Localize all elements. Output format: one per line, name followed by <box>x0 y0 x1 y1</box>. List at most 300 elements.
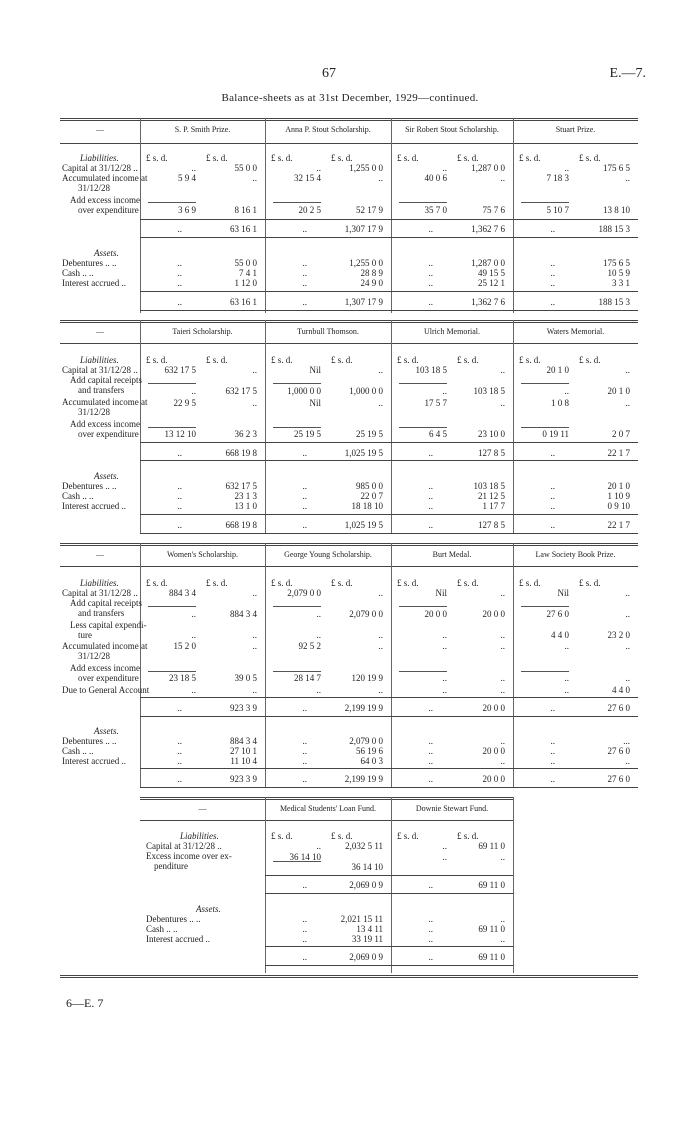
subtotal-underline <box>399 427 447 428</box>
amount-cell: 4 4 0 <box>551 630 569 640</box>
amount-cell: 7 18 3 <box>546 173 569 183</box>
amount-cell: 35 7 0 <box>424 205 447 215</box>
dots-cell: .. <box>302 880 307 890</box>
label-add-capital: Add capital receipts <box>70 598 142 608</box>
amount-cell: 13 8 10 <box>603 205 630 215</box>
amount-cell: .. <box>625 641 630 651</box>
label-add-capital: Add capital receipts <box>70 375 142 385</box>
amount-cell: .. <box>500 852 505 862</box>
amount-cell: 20 1 0 <box>607 481 630 491</box>
amount-cell: 632 17 5 <box>225 386 257 396</box>
amount-cell: 17 5 7 <box>424 398 447 408</box>
dots-cell: .. <box>177 258 182 268</box>
amount-cell: 1,255 0 0 <box>349 258 383 268</box>
assets-heading: Assets. <box>196 904 221 914</box>
label-date: 31/12/28 <box>78 407 111 417</box>
amount-cell: .. <box>625 588 630 598</box>
table-rule <box>140 237 638 238</box>
dots-cell: .. <box>302 278 307 288</box>
amount-cell: .. <box>378 588 383 598</box>
column-divider <box>513 118 514 313</box>
dots-cell: .. <box>177 703 182 713</box>
subtotal-underline <box>521 671 569 672</box>
label-interest: Interest accrued .. <box>62 756 126 766</box>
subtotal-underline <box>148 606 196 607</box>
money-header: £ s. d. <box>579 153 601 163</box>
dots-cell: .. <box>428 258 433 268</box>
table-rule <box>60 320 638 323</box>
amount-cell: 3 6 9 <box>178 205 196 215</box>
amount-cell: .. <box>500 365 505 375</box>
amount-cell: 20 0 0 <box>482 746 505 756</box>
amount-cell: .. <box>442 163 447 173</box>
table-rule <box>60 343 638 344</box>
money-header: £ s. d. <box>146 355 168 365</box>
amount-cell: .. <box>500 630 505 640</box>
table-rule <box>265 946 513 947</box>
amount-cell: 632 17 5 <box>225 481 257 491</box>
amount-cell: .. <box>378 630 383 640</box>
amount-cell: 2,079 0 0 <box>287 588 321 598</box>
dots-cell: .. <box>302 481 307 491</box>
amount-cell: 32 15 4 <box>294 173 321 183</box>
amount-cell: .. <box>500 588 505 598</box>
label-debentures: Debentures .. .. <box>62 258 117 268</box>
money-header: £ s. d. <box>519 153 541 163</box>
amount-cell: 1 0 8 <box>551 398 569 408</box>
column-divider <box>513 797 514 973</box>
column-header: Ulrich Memorial. <box>424 327 480 336</box>
dots-cell: .. <box>428 297 433 307</box>
amount-cell: .. <box>500 398 505 408</box>
label-date: 31/12/28 <box>78 651 111 661</box>
amount-cell: 20 2 5 <box>298 205 321 215</box>
table-rule <box>140 533 638 534</box>
label-date: 31/12/28 <box>78 183 111 193</box>
column-header-dash: — <box>96 125 104 134</box>
money-header: £ s. d. <box>146 578 168 588</box>
table-rule <box>140 460 638 461</box>
table-rule <box>60 543 638 546</box>
label-less-capital: Less capital expendi- <box>70 620 147 630</box>
dots-cell: .. <box>177 501 182 511</box>
money-header: £ s. d. <box>579 355 601 365</box>
column-header: Waters Memorial. <box>546 327 605 336</box>
subtotal-underline <box>148 383 196 384</box>
amount-cell: 632 17 5 <box>164 365 196 375</box>
amount-cell: .. <box>191 630 196 640</box>
amount-cell: 127 8 5 <box>478 520 505 530</box>
amount-cell: .. <box>442 673 447 683</box>
table-rule <box>60 975 638 978</box>
money-header: £ s. d. <box>457 578 479 588</box>
dots-cell: .. <box>302 952 307 962</box>
subtotal-underline <box>273 427 321 428</box>
dots-cell: .. <box>302 297 307 307</box>
money-header: £ s. d. <box>331 355 353 365</box>
amount-cell: 25 19 5 <box>356 429 383 439</box>
amount-cell: 24 9 0 <box>360 278 383 288</box>
amount-cell: 1,287 0 0 <box>471 163 505 173</box>
amount-cell: 23 18 5 <box>169 673 196 683</box>
amount-cell: 20 0 0 <box>482 609 505 619</box>
amount-cell: 23 1 3 <box>234 491 257 501</box>
dots-cell: .. <box>428 278 433 288</box>
money-header: £ s. d. <box>579 578 601 588</box>
amount-cell: 4 4 0 <box>612 685 630 695</box>
amount-cell: 20 0 0 <box>482 774 505 784</box>
dots-cell: .. <box>177 746 182 756</box>
amount-cell: .. <box>252 641 257 651</box>
amount-cell: .. <box>442 852 447 862</box>
subtotal-underline <box>399 606 447 607</box>
label-capital: Capital at 31/12/28 .. <box>62 588 138 598</box>
liabilities-heading: Liabilities. <box>80 153 119 163</box>
subtotal-underline <box>273 202 321 203</box>
amount-cell: 2,069 0 9 <box>349 880 383 890</box>
amount-cell: .. <box>564 673 569 683</box>
amount-cell: 2 0 7 <box>612 429 630 439</box>
column-divider <box>265 118 266 313</box>
dots-cell: .. <box>302 224 307 234</box>
amount-cell: 668 19 8 <box>225 520 257 530</box>
amount-cell: .. <box>316 841 321 851</box>
label-interest: Interest accrued .. <box>62 278 126 288</box>
dots-cell: .. <box>302 756 307 766</box>
amount-cell: 0 19 11 <box>542 429 569 439</box>
amount-cell: .. <box>191 386 196 396</box>
amount-cell: 7 4 1 <box>239 268 257 278</box>
amount-cell: 2,079 0 0 <box>349 609 383 619</box>
label-accum: Accumulated income at <box>62 397 148 407</box>
dots-cell: .. <box>550 774 555 784</box>
amount-cell: .. <box>500 934 505 944</box>
amount-cell: 63 16 1 <box>230 297 257 307</box>
subtotal-underline <box>399 383 447 384</box>
dots-cell: .. <box>177 481 182 491</box>
dots-cell: .. <box>550 258 555 268</box>
amount-cell: 40 0 6 <box>424 173 447 183</box>
subtotal-underline <box>273 383 321 384</box>
table-rule <box>140 291 638 292</box>
assets-heading: Assets. <box>94 471 119 481</box>
dots-cell: .. <box>428 520 433 530</box>
amount-cell: .. <box>252 173 257 183</box>
label-cash: Cash .. .. <box>62 268 94 278</box>
amount-cell: 22 0 7 <box>360 491 383 501</box>
column-header: Sir Robert Stout Scholarship. <box>405 125 499 134</box>
amount-cell: .. <box>191 685 196 695</box>
amount-cell: 2,079 0 0 <box>349 736 383 746</box>
amount-cell: 36 14 10 <box>351 862 383 872</box>
money-header: £ s. d. <box>397 831 419 841</box>
label-accum: Accumulated income at <box>62 173 148 183</box>
label-accum: Accumulated income at <box>62 641 148 651</box>
dots-cell: .. <box>428 914 433 924</box>
dots-cell: .. <box>302 268 307 278</box>
label-add-excess: Add excess income <box>70 663 140 673</box>
amount-cell: 92 5 2 <box>298 641 321 651</box>
subtotal-underline <box>521 383 569 384</box>
amount-cell: 18 18 10 <box>351 501 383 511</box>
amount-cell: 13 1 0 <box>234 501 257 511</box>
label-cash: Cash .. .. <box>62 491 94 501</box>
liabilities-heading: Liabilities. <box>80 355 119 365</box>
amount-cell: 69 11 0 <box>478 924 505 934</box>
amount-cell: 69 11 0 <box>478 952 505 962</box>
amount-cell: 923 3 9 <box>230 774 257 784</box>
column-header-dash: — <box>96 550 104 559</box>
dots-cell: .. <box>550 491 555 501</box>
amount-cell: .. <box>500 685 505 695</box>
dots-cell: .. <box>302 520 307 530</box>
amount-cell: 1,000 0 0 <box>287 386 321 396</box>
label-debentures: Debentures .. .. <box>146 914 201 924</box>
label-debentures: Debentures .. .. <box>62 481 117 491</box>
dots-cell: .. <box>550 520 555 530</box>
amount-cell: 55 0 0 <box>234 163 257 173</box>
amount-cell: .. <box>191 609 196 619</box>
dots-cell: .. <box>550 703 555 713</box>
subtotal-underline <box>273 671 321 672</box>
dots-cell: .. <box>550 278 555 288</box>
dots-cell: .. <box>550 756 555 766</box>
label-ture: ture <box>78 630 92 640</box>
column-header-dash: — <box>198 804 207 813</box>
dots-cell: .. <box>177 736 182 746</box>
amount-cell: 25 12 1 <box>478 278 505 288</box>
amount-cell: 33 19 11 <box>351 934 383 944</box>
liabilities-heading: Liabilities. <box>80 578 119 588</box>
amount-cell: .. <box>500 673 505 683</box>
amount-cell: 2,199 19 9 <box>344 703 383 713</box>
amount-cell: 20 0 0 <box>424 609 447 619</box>
amount-cell: 20 0 0 <box>482 703 505 713</box>
dots-cell: .. <box>428 501 433 511</box>
column-divider <box>265 543 266 787</box>
label-due-general: Due to General Account <box>62 685 150 695</box>
amount-cell: 75 7 6 <box>482 205 505 215</box>
amount-cell: 1,307 17 9 <box>344 224 383 234</box>
dots-cell: .. <box>428 880 433 890</box>
dots-cell: .. <box>177 756 182 766</box>
column-header: Turnbull Thomson. <box>297 327 359 336</box>
page-number: 67 <box>322 66 336 81</box>
label-penditure: penditure <box>154 861 188 871</box>
amount-cell: .. <box>252 630 257 640</box>
amount-cell: .. <box>500 914 505 924</box>
amount-cell: .. <box>252 685 257 695</box>
dots-cell: .. <box>428 736 433 746</box>
amount-cell: 25 19 5 <box>294 429 321 439</box>
label-and-transfers: and transfers <box>78 385 125 395</box>
column-header: Downie Stewart Fund. <box>415 804 489 813</box>
liabilities-heading: Liabilities. <box>180 831 219 841</box>
amount-cell: 188 15 3 <box>598 224 630 234</box>
amount-cell: 8 16 1 <box>234 205 257 215</box>
amount-cell: .. <box>378 685 383 695</box>
amount-cell: 5 10 7 <box>546 205 569 215</box>
money-header: £ s. d. <box>271 831 293 841</box>
amount-cell: 1,000 0 0 <box>349 386 383 396</box>
dots-cell: .. <box>177 491 182 501</box>
dots-cell: .. <box>177 774 182 784</box>
dots-cell: .. <box>428 224 433 234</box>
subtotal-underline <box>521 202 569 203</box>
page-title: Balance-sheets as at 31st December, 1929—continued. <box>221 92 479 104</box>
table-rule <box>140 797 513 800</box>
money-header: £ s. d. <box>271 578 293 588</box>
amount-cell: .. <box>500 173 505 183</box>
amount-cell: 188 15 3 <box>598 297 630 307</box>
money-header: £ s. d. <box>519 578 541 588</box>
amount-cell: .. <box>625 673 630 683</box>
money-header: £ s. d. <box>271 153 293 163</box>
amount-cell: .. <box>252 398 257 408</box>
dots-cell: .. <box>428 934 433 944</box>
table-rule <box>265 893 513 894</box>
amount-cell: .. <box>500 756 505 766</box>
label-cash: Cash .. .. <box>62 746 94 756</box>
dots-cell: .. <box>550 481 555 491</box>
amount-cell: 175 6 5 <box>603 258 630 268</box>
amount-cell: 1,025 19 5 <box>344 448 383 458</box>
dots-cell: .. <box>428 746 433 756</box>
column-header: Medical Students' Loan Fund. <box>279 804 377 813</box>
amount-cell: 884 3 4 <box>230 736 257 746</box>
dots-cell: .. <box>302 914 307 924</box>
money-header: £ s. d. <box>397 355 419 365</box>
amount-cell: 103 18 5 <box>415 365 447 375</box>
table-rule <box>140 787 638 788</box>
dots-cell: .. <box>302 774 307 784</box>
label-capital: Capital at 31/12/28 .. <box>62 365 138 375</box>
label-add-excess: Add excess income <box>70 419 140 429</box>
amount-cell: 923 3 9 <box>230 703 257 713</box>
amount-cell: 6 4 5 <box>429 429 447 439</box>
column-divider <box>391 118 392 313</box>
amount-cell: 22 1 7 <box>607 448 630 458</box>
column-header: S. P. Smith Prize. <box>174 125 231 134</box>
subtotal-underline <box>521 427 569 428</box>
amount-cell: 1,362 7 6 <box>471 297 505 307</box>
amount-cell: 884 3 4 <box>230 609 257 619</box>
amount-cell: ... <box>623 736 630 746</box>
amount-cell: .. <box>252 588 257 598</box>
dots-cell: .. <box>428 756 433 766</box>
dots-cell: .. <box>428 924 433 934</box>
amount-cell: .. <box>625 398 630 408</box>
dots-cell: .. <box>177 520 182 530</box>
amount-cell: .. <box>625 365 630 375</box>
amount-cell: 27 6 0 <box>607 746 630 756</box>
label-capital: Capital at 31/12/28 .. <box>146 841 222 851</box>
amount-cell: 985 0 0 <box>356 481 383 491</box>
amount-cell: .. <box>316 609 321 619</box>
amount-cell: .. <box>316 685 321 695</box>
column-header: Taieri Scholarship. <box>172 327 233 336</box>
dots-cell: .. <box>302 491 307 501</box>
table-rule <box>140 219 638 220</box>
label-debentures: Debentures .. .. <box>62 736 117 746</box>
amount-cell: 0 9 10 <box>607 501 630 511</box>
column-header: Anna P. Stout Scholarship. <box>285 125 371 134</box>
amount-cell: .. <box>500 641 505 651</box>
amount-cell: 21 12 5 <box>478 491 505 501</box>
amount-cell: .. <box>442 630 447 640</box>
amount-cell: 15 2 0 <box>173 641 196 651</box>
dots-cell: .. <box>177 448 182 458</box>
dots-cell: .. <box>428 268 433 278</box>
column-divider <box>513 320 514 533</box>
subtotal-underline <box>399 202 447 203</box>
amount-cell: 23 2 0 <box>607 630 630 640</box>
amount-cell: 20 1 0 <box>546 365 569 375</box>
page-identifier: E.—7. <box>609 66 646 81</box>
amount-cell: .. <box>378 641 383 651</box>
column-divider <box>513 543 514 787</box>
amount-cell: 13 12 10 <box>164 429 196 439</box>
amount-cell: .. <box>442 841 447 851</box>
dots-cell: .. <box>302 746 307 756</box>
amount-cell: 884 3 4 <box>169 588 196 598</box>
subtotal-underline <box>148 202 196 203</box>
dots-cell: .. <box>550 746 555 756</box>
amount-cell: 668 19 8 <box>225 448 257 458</box>
money-header: £ s. d. <box>331 153 353 163</box>
dots-cell: .. <box>302 924 307 934</box>
column-divider <box>391 320 392 533</box>
amount-cell: .. <box>564 641 569 651</box>
amount-cell: 5 9 4 <box>178 173 196 183</box>
amount-cell: 20 1 0 <box>607 386 630 396</box>
money-header: £ s. d. <box>331 831 353 841</box>
dots-cell: .. <box>550 736 555 746</box>
label-interest: Interest accrued .. <box>146 934 210 944</box>
amount-cell: 1,307 17 9 <box>344 297 383 307</box>
amount-cell: 1 12 0 <box>234 278 257 288</box>
amount-cell: 49 15 5 <box>478 268 505 278</box>
column-divider <box>140 543 141 787</box>
table-rule <box>140 697 638 698</box>
money-header: £ s. d. <box>206 153 228 163</box>
dots-cell: .. <box>550 501 555 511</box>
amount-cell: .. <box>625 756 630 766</box>
dots-cell: .. <box>302 934 307 944</box>
dots-cell: .. <box>428 952 433 962</box>
amount-cell: 27 6 0 <box>546 609 569 619</box>
amount-cell: 52 17 9 <box>356 205 383 215</box>
amount-cell: 11 10 4 <box>230 756 257 766</box>
amount-cell: .. <box>625 173 630 183</box>
assets-heading: Assets. <box>94 726 119 736</box>
dots-cell: .. <box>428 448 433 458</box>
page-footer: 6—E. 7 <box>66 996 104 1010</box>
amount-cell: 1 10 9 <box>607 491 630 501</box>
label-cash: Cash .. .. <box>146 924 178 934</box>
amount-cell: 27 6 0 <box>607 703 630 713</box>
column-divider <box>140 320 141 533</box>
amount-cell: 69 11 0 <box>478 880 505 890</box>
amount-cell: 1,025 19 5 <box>344 520 383 530</box>
amount-cell: 39 0 5 <box>234 673 257 683</box>
table-rule <box>265 875 513 876</box>
amount-cell: 10 5 9 <box>607 268 630 278</box>
amount-cell: 127 8 5 <box>478 448 505 458</box>
dots-cell: .. <box>302 448 307 458</box>
table-rule <box>140 820 513 821</box>
amount-cell: 13 4 11 <box>356 924 383 934</box>
